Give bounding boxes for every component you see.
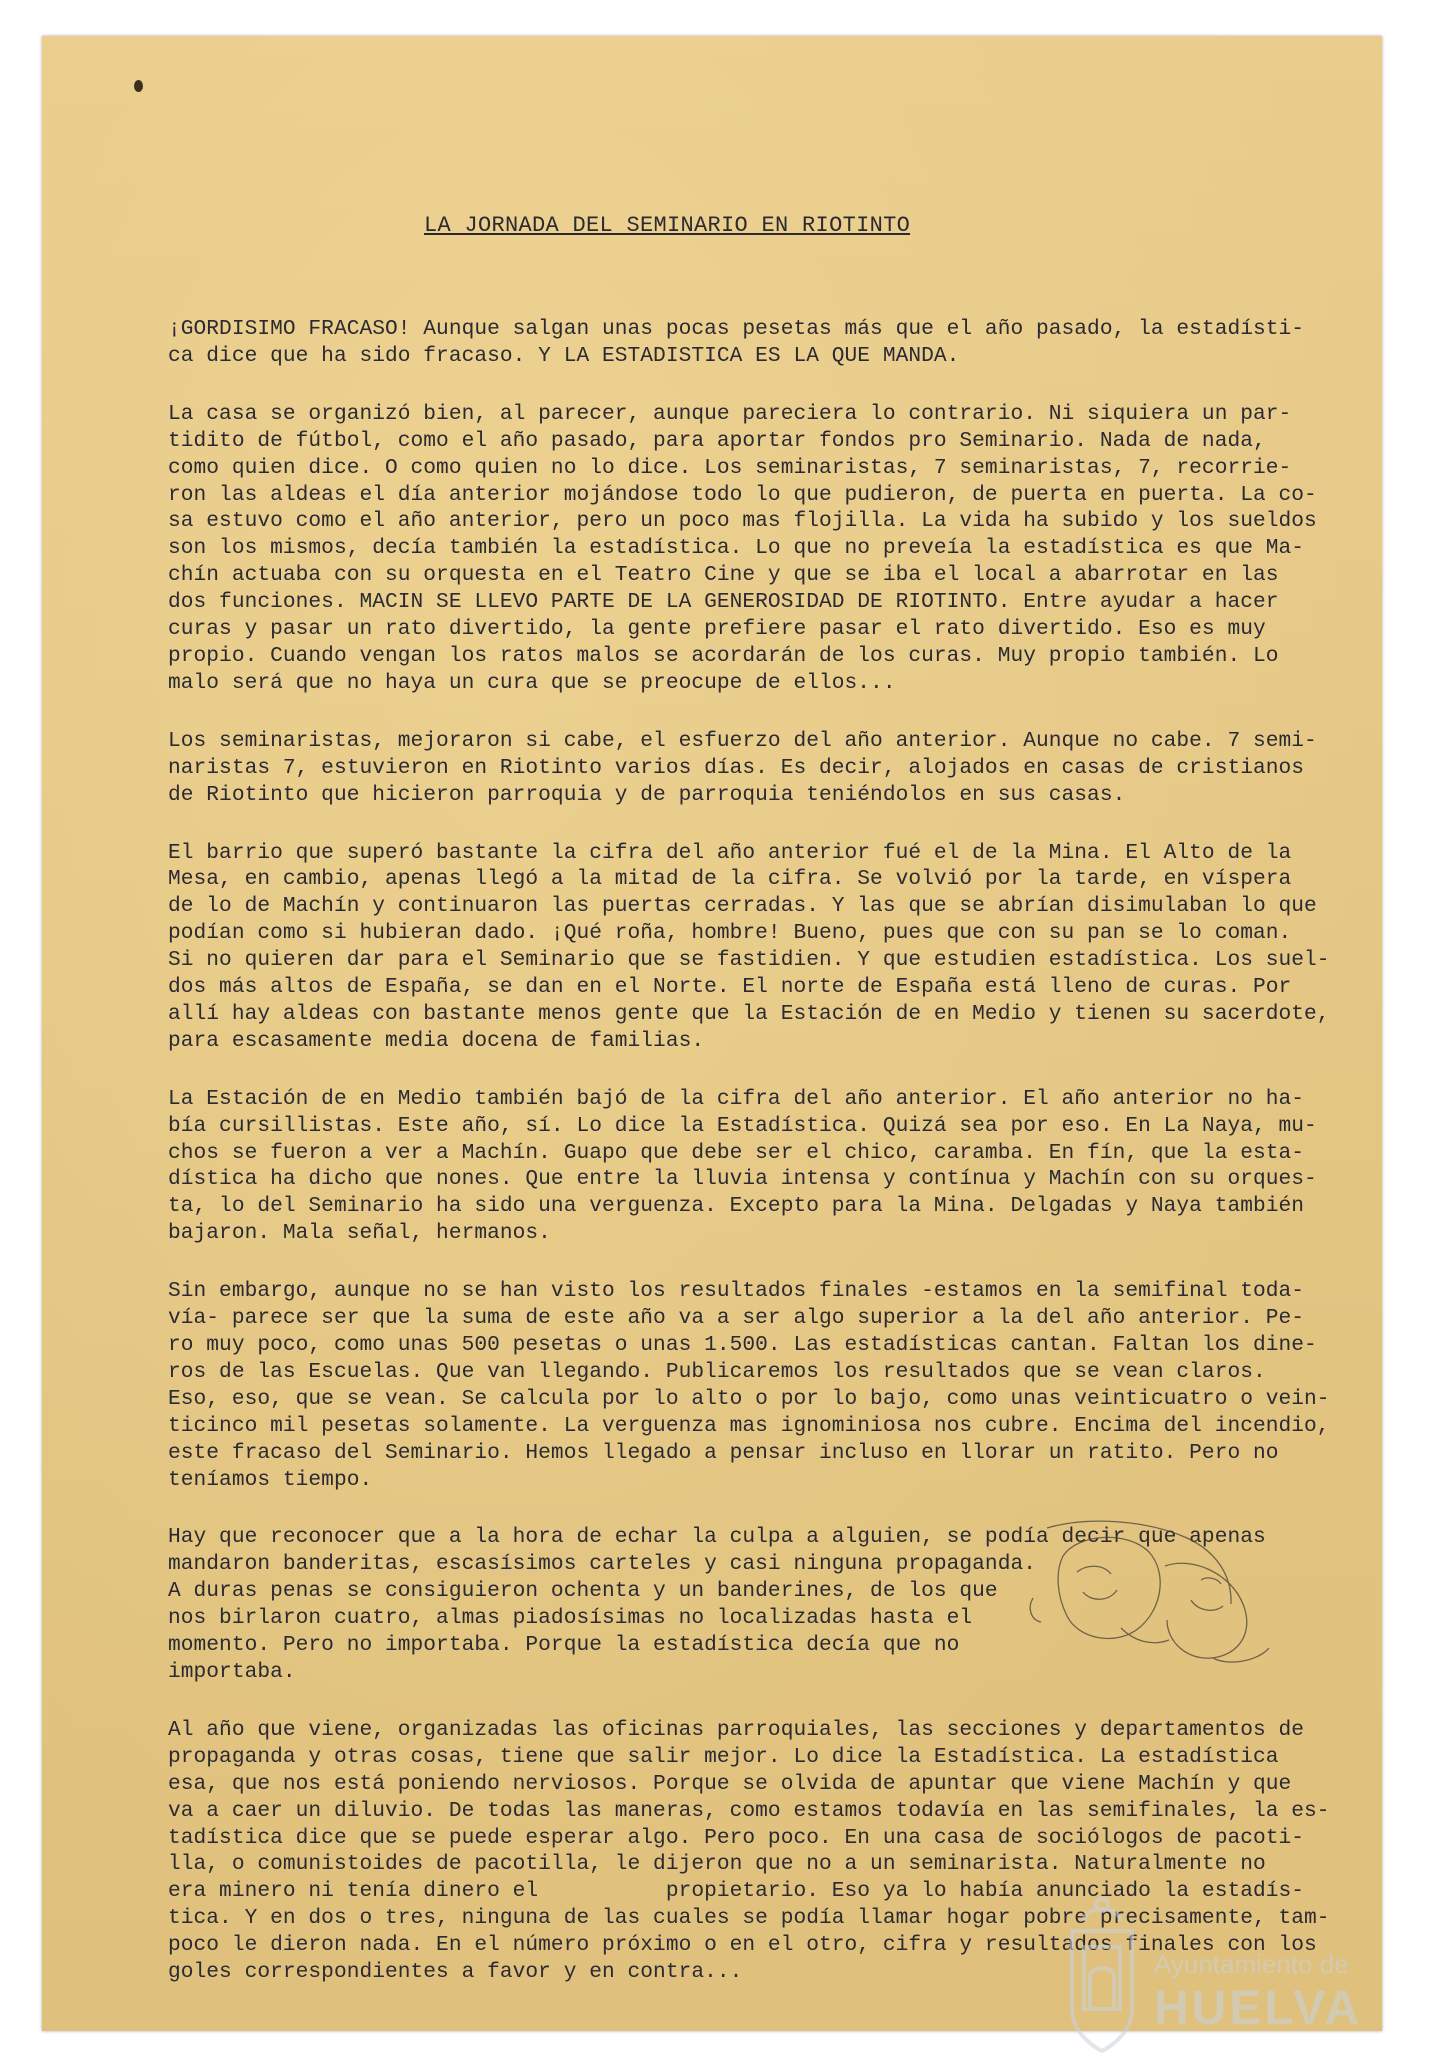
text-line: ron las aldeas el día anterior mojándose todo lo que pudieron, de puerta en puerta. La co-: [168, 482, 1317, 507]
text-line: A duras penas se consiguieron ochenta y un banderines, de los que: [168, 1579, 998, 1604]
text-line: La casa se organizó bien, al parecer, aunque pareciera lo contrario. Ni siquiera un par-: [168, 401, 1292, 426]
text-line: goles correspondientes a favor y en contra...: [168, 1960, 743, 1985]
text-line: Al año que viene, organizadas las oficinas parroquiales, las secciones y departamentos de: [168, 1717, 1305, 1742]
text-line: sa estuvo como el año anterior, pero un poco mas flojilla. La vida ha subido y los sueldos: [168, 509, 1317, 534]
text-line: este fracaso del Seminario. Hemos llegado a pensar incluso en llorar un ratito. Pero no: [168, 1440, 1279, 1465]
text-line: como quien dice. O como quien no lo dice. Los seminaristas, 7 seminaristas, 7, recorrie-: [168, 455, 1292, 480]
text-line: La Estación de en Medio también bajó de la cifra del año anterior. El año anterior no ha-: [168, 1086, 1305, 1111]
text-line: chín actuaba con su orquesta en el Teatro Cine y que se iba el local a abarrotar en las: [168, 563, 1279, 588]
text-line: vía- parece ser que la suma de este año va a ser algo superior a la del año anterior. Pe-: [168, 1306, 1305, 1331]
text-line: de Riotinto que hicieron parroquia y de parroquia teniéndolos en sus casas.: [168, 782, 1126, 807]
text-line: Eso, eso, que se vean. Se calcula por lo alto o por lo bajo, como unas veinticuatro o vein-: [168, 1386, 1330, 1411]
text-line: malo será que no haya un cura que se preocupe de ellos...: [168, 670, 896, 695]
text-line: Hay que reconocer que a la hora de echar la culpa a alguien, se podía decir que apenas: [168, 1525, 1266, 1550]
paragraph: [168, 840, 1368, 1055]
text-line: allí hay aldeas con bastante menos gente que la Estación de en Medio y tienen su sacerdote,: [168, 1001, 1330, 1026]
watermark: [1062, 1891, 1402, 2071]
text-line: teníamos tiempo.: [168, 1467, 373, 1492]
text-line: El barrio que superó bastante la cifra del año anterior fué el de la Mina. El Alto de la: [168, 840, 1292, 865]
text-line: chos se fueron a ver a Machín. Guapo que debe ser el chico, caramba. En fín, que la esta-: [168, 1140, 1305, 1165]
text-line: son los mismos, decía también la estadística. Lo que no preveía la estadística es que Ma-: [168, 536, 1305, 561]
document-title: LA JORNADA DEL SEMINARIO EN RIOTINTO: [424, 213, 911, 238]
text-line: Sin embargo, aunque no se han visto los resultados finales -estamos en la semifinal toda-: [168, 1279, 1305, 1304]
text-line: Mesa, en cambio, apenas llegó a la mitad de la cifra. Se volvió por la tarde, en víspera: [168, 867, 1292, 892]
text-line: podían como si hubieran dado. ¡Qué roña, hombre! Bueno, pues que con su pan se lo coman.: [168, 921, 1292, 946]
text-line: Si no quieren dar para el Seminario que se fastidien. Y que estudien estadística. Los suel-: [168, 948, 1330, 973]
text-line: tidito de fútbol, como el año pasado, para aportar fondos pro Seminario. Nada de nada,: [168, 428, 1266, 453]
text-line: bía cursillistas. Este año, sí. Lo dice la Estadística. Quizá sea por eso. En La Naya, mu-: [168, 1113, 1317, 1138]
text-line: momento. Pero no importaba. Porque la estadística decía que no: [168, 1633, 960, 1658]
text-line: esa, que nos está poniendo nerviosos. Porque se olvida de apuntar que viene Machín y que: [168, 1771, 1292, 1796]
text-line: poco le dieron nada. En el número próximo o en el otro, cifra y resultados finales con los: [168, 1933, 1317, 1958]
text-line: para escasamente media docena de familias.: [168, 1028, 705, 1053]
watermark-line-2: HUELVA: [1154, 1982, 1363, 2035]
text-line: lla, o comunistoides de pacotilla, le dijeron que no a un seminarista. Naturalmente no: [168, 1852, 1266, 1877]
text-line: propio. Cuando vengan los ratos malos se acordarán de los curas. Muy propio también. Lo: [168, 643, 1279, 668]
text-line: ros de las Escuelas. Que van llegando. Publicaremos los resultados que se vean claros.: [168, 1359, 1266, 1384]
text-line: tadística dice que se puede esperar algo. Pero poco. En una casa de sociólogos de pacoti-: [168, 1825, 1305, 1850]
text-line: curas y pasar un rato divertido, la gente prefiere pasar el rato divertido. Eso es muy: [168, 617, 1266, 642]
paragraph: [168, 1086, 1368, 1247]
text-line: tica. Y en dos o tres, ninguna de las cuales se podía llamar hogar pobre precisamente, tam-: [168, 1906, 1330, 1931]
document-page: [42, 36, 1382, 2035]
text-line: ro muy poco, como unas 500 pesetas o unas 1.500. Las estadísticas cantan. Faltan los dine-: [168, 1333, 1317, 1357]
coat-of-arms-icon: [1062, 1891, 1142, 2061]
text-line: dos funciones. MACIN SE LLEVO PARTE DE LA GENEROSIDAD DE RIOTINTO. Entre ayudar a hacer: [168, 590, 1279, 615]
text-line: propaganda y otras cosas, tiene que salir mejor. Lo dice la Estadística. La estadística: [168, 1744, 1279, 1769]
document-body: [168, 316, 1368, 2017]
ink-spot: [134, 80, 143, 92]
text-line: era minero ni tenía dinero el propietario. Eso ya lo había anunciado la estadís-: [168, 1879, 1305, 1904]
text-line: nos birlaron cuatro, almas piadosísimas no localizadas hasta el: [168, 1606, 973, 1631]
text-line: dística ha dicho que nones. Que entre la lluvia intensa y contínua y Machín con su orques-: [168, 1167, 1317, 1192]
paragraph: [168, 401, 1368, 697]
paragraph: [168, 316, 1368, 370]
text-line: ta, lo del Seminario ha sido una verguenza. Excepto para la Mina. Delgadas y Naya también: [168, 1194, 1305, 1219]
text-line: ticinco mil pesetas solamente. La verguenza mas ignominiosa nos cubre. Encima del incendio,: [168, 1413, 1330, 1438]
text-line: Los seminaristas, mejoraron si cabe, el esfuerzo del año anterior. Aunque no cabe. 7 semi-: [168, 728, 1317, 753]
text-line: de lo de Machín y continuaron las puertas cerradas. Y las que se abrían disimulaban lo que: [168, 894, 1317, 919]
text-line: ca dice que ha sido fracaso. Y LA ESTADISTICA ES LA QUE MANDA.: [168, 343, 960, 368]
text-line: importaba.: [168, 1659, 296, 1684]
text-line: bajaron. Mala señal, hermanos.: [168, 1221, 551, 1246]
sketch-drawing: [1017, 1516, 1277, 1666]
text-line: dos más altos de España, se dan en el Norte. El norte de España está lleno de curas. Por: [168, 975, 1292, 1000]
text-line: va a caer un diluvio. De todas las maneras, como estamos todavía en las semifinales, la es-: [168, 1798, 1330, 1823]
text-line: ¡GORDISIMO FRACASO! Aunque salgan unas pocas pesetas más que el año pasado, la estadísti-: [168, 317, 1305, 341]
paragraph: [168, 1278, 1368, 1493]
paragraph: [168, 728, 1368, 809]
text-line: mandaron banderitas, escasísimos carteles y casi ninguna propaganda.: [168, 1552, 1036, 1577]
watermark-line-1: Ayuntamiento de: [1154, 1949, 1349, 1979]
text-line: naristas 7, estuvieron en Riotinto varios días. Es decir, alojados en casas de cristianos: [168, 755, 1305, 780]
